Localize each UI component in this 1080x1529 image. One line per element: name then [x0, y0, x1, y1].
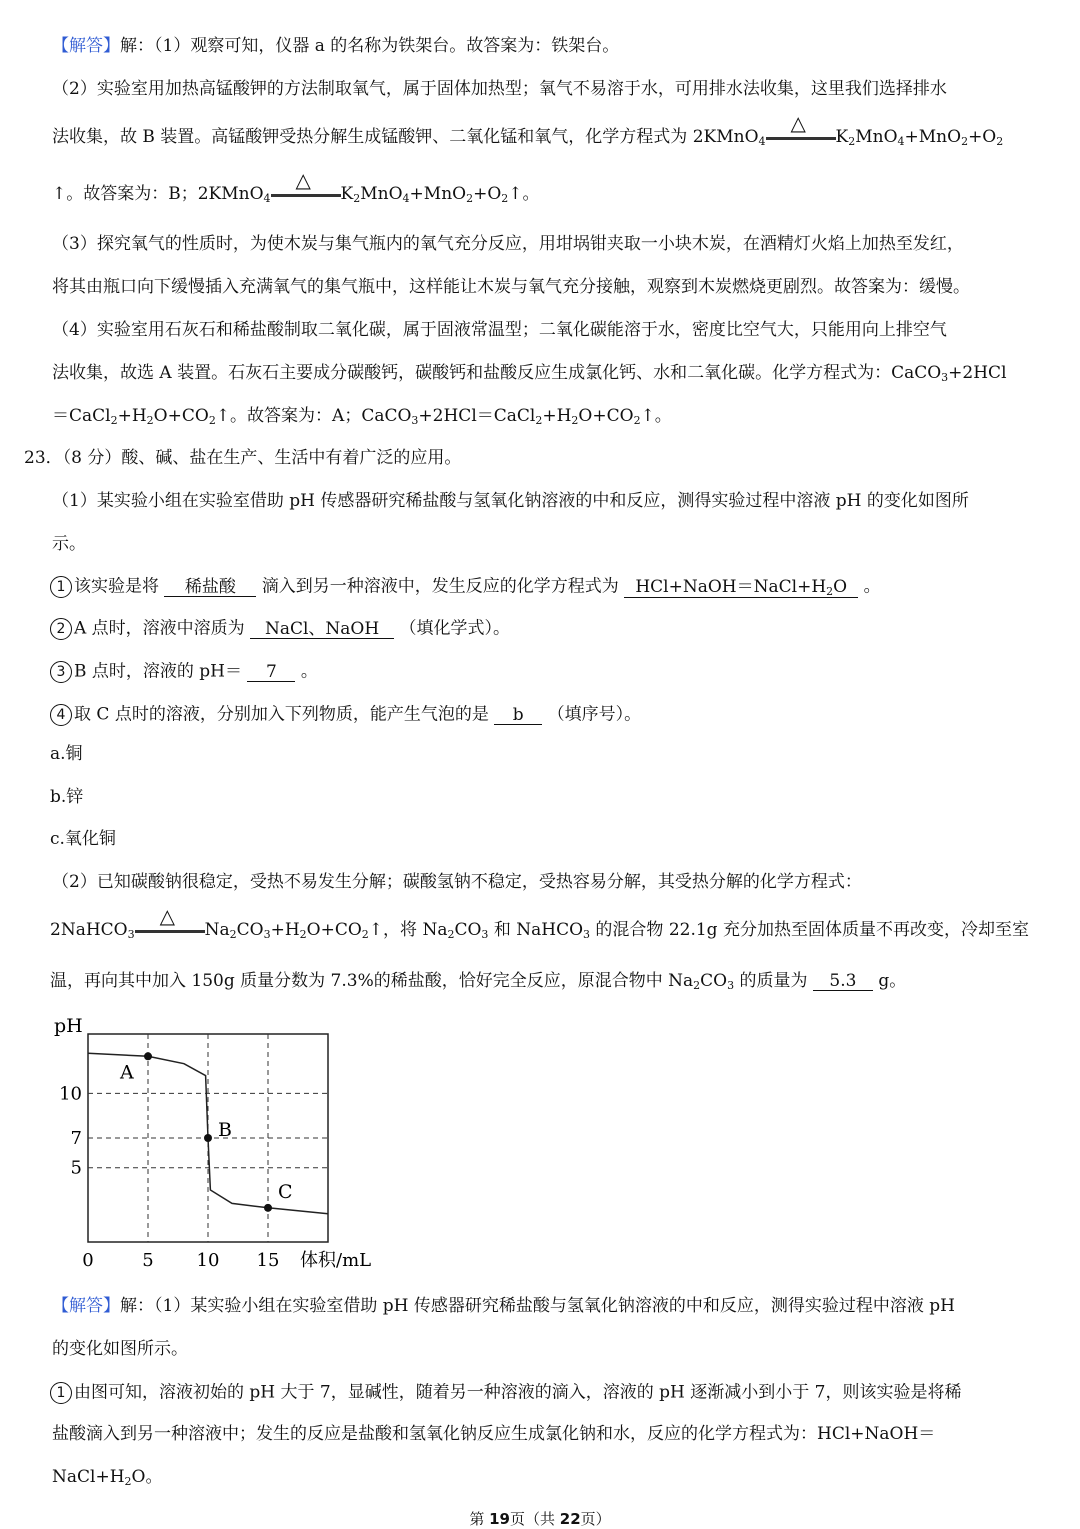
option-c: c.氧化铜 — [50, 829, 116, 849]
answer-blank: b — [494, 707, 542, 725]
x-tick-label: 5 — [142, 1250, 154, 1271]
ph-chart — [48, 1008, 388, 1276]
x-tick-label: 0 — [82, 1250, 94, 1271]
heat-condition-icon: △ — [271, 188, 341, 202]
sol1-line-8: 法收集，故选 A 装置。石灰石主要成分碳酸钙，碳酸钙和盐酸反应生成氯化钙、水和二氧化碳。化学方程式为：CaCO$_3$+2HCl — [52, 363, 1007, 384]
data-point-b — [204, 1134, 212, 1142]
sol1-line-5: （3）探究氧气的性质时，为使木炭与集气瓶内的氧气充分反应，用坩埚钳夹取一小块木炭，在酒精灯火焰上加热至发红， — [52, 234, 964, 254]
x-tick-label: 15 — [256, 1250, 280, 1271]
question-title: 23．（8 分）酸、碱、盐在生产、生活中有着广泛的应用。 — [24, 448, 462, 468]
sol1-line-3: 法收集，故 B 装置。高锰酸钾受热分解生成锰酸钾、二氧化锰和氧气，化学方程式为 2KMnO$_4$ △ $K_2MnO_4+MnO_2+O_2$ — [52, 110, 1004, 148]
sol2-line-2: 的变化如图所示。 — [52, 1339, 188, 1359]
option-b: b.锌 — [50, 787, 84, 807]
q23-item-2: 2 A 点时，溶液中溶质为 NaCl、NaOH （填化学式）。 — [50, 618, 510, 640]
sol1-line-4: ↑。故答案为：B；2KMnO$_4$ △ $K_2MnO_4+MnO_2+O_2↑$。 — [52, 167, 540, 205]
answer-tag: 【解答】 — [52, 36, 120, 56]
q23-para-3: 温，再向其中加入 150g 质量分数为 7.3%的稀盐酸，恰好完全反应，原混合物中 $Na_2CO_3$ 的质量为 5.3 g。 — [50, 971, 907, 992]
point-label-a: A — [120, 1061, 134, 1084]
sol2-line-4: 盐酸滴入到另一种溶液中；发生的反应是盐酸和氢氧化钠反应生成氯化钠和水，反应的化学方程式为：HCl+NaOH＝ — [52, 1424, 936, 1444]
sol2-line-1: 【解答】解：（1）某实验小组在实验室借助 pH 传感器研究稀盐酸与氢氧化钠溶液的中和反应，测得实验过程中溶液 pH — [52, 1296, 955, 1316]
q23-para-1b: 示。 — [52, 534, 86, 554]
sol1-line-9: $=CaCl_2+H_2O+CO_2↑$。故答案为：A；$CaCO_3+2HCl=CaCl_2+H_2O+CO_2↑$。 — [52, 406, 672, 427]
y-tick-label: 7 — [70, 1128, 82, 1149]
answer-blank: $HCl+NaOH=NaCl+H_2O$ — [624, 579, 858, 598]
sol2-line-3: 1 由图可知，溶液初始的 pH 大于 7，显碱性，随着另一种溶液的滴入，溶液的 pH 逐渐减小到小于 7，则该实验是将稀 — [50, 1382, 961, 1404]
x-tick-label: 10 — [196, 1250, 220, 1271]
answer-blank: 5.3 — [813, 973, 873, 991]
y-tick-label: 10 — [59, 1083, 82, 1105]
answer-blank: NaCl、NaOH — [250, 621, 394, 639]
q23-item-1: 1 该实验是将 稀盐酸 滴入到另一种溶液中，发生反应的化学方程式为 $HCl+NaOH=NaCl+H_2O$ 。 — [50, 576, 881, 598]
heat-condition-icon: △ — [766, 131, 836, 145]
page-footer: 第 19页（共 22页） — [469, 1510, 611, 1528]
q23-para-1: （1）某实验小组在实验室借助 pH 传感器研究稀盐酸与氢氧化钠溶液的中和反应，测得实验过程中溶液 pH 的变化如图所 — [52, 491, 969, 511]
answer-blank: 稀盐酸 — [164, 579, 256, 597]
option-a: a.铜 — [50, 744, 83, 764]
answer-tag: 【解答】 — [52, 1296, 120, 1316]
answer-blank: 7 — [247, 664, 295, 682]
point-label-c: C — [278, 1180, 293, 1203]
x-axis-label: 体积/mL — [300, 1250, 372, 1271]
q23-para-2: （2）已知碳酸钠很稳定，受热不易发生分解；碳酸氢钠不稳定，受热容易分解，其受热分解的化学方程式： — [52, 872, 862, 892]
sol1-line-1: 【解答】解：（1）观察可知，仪器 a 的名称为铁架台。故答案为：铁架台。 — [52, 36, 620, 56]
sol1-line-2: （2）实验室用加热高锰酸钾的方法制取氧气，属于固体加热型；氧气不易溶于水，可用排水法收集，这里我们选择排水 — [52, 79, 947, 99]
sol1-line-6: 将其由瓶口向下缓慢插入充满氧气的集气瓶中，这样能让木炭与氧气充分接触，观察到木炭燃烧更剧烈。故答案为：缓慢。 — [52, 277, 970, 297]
data-point-c — [264, 1204, 272, 1212]
q23-para-2-eq: 2NaHCO$_3$ △ $Na_2CO_3+H_2O+CO_2↑$，将 $Na_2CO_3$ 和 NaHCO$_3$ 的混合物 22.1g 充分加热至固体质量不再改变，冷却至室 — [50, 903, 1029, 941]
q23-item-3: 3 B 点时，溶液的 pH＝ 7 。 — [50, 661, 318, 683]
y-tick-label: 5 — [70, 1157, 82, 1179]
point-label-b: B — [218, 1119, 232, 1141]
sol1-line-7: （4）实验室用石灰石和稀盐酸制取二氧化碳，属于固液常温型；二氧化碳能溶于水，密度比空气大，只能用向上排空气 — [52, 320, 947, 340]
y-axis-label: pH — [54, 1015, 83, 1037]
data-point-a — [144, 1052, 152, 1060]
sol2-line-5: $NaCl+H_2O$。 — [52, 1467, 163, 1488]
heat-condition-icon: △ — [135, 924, 205, 938]
q23-item-4: 4 取 C 点时的溶液，分别加入下列物质，能产生气泡的是 b （填序号）。 — [50, 704, 641, 726]
